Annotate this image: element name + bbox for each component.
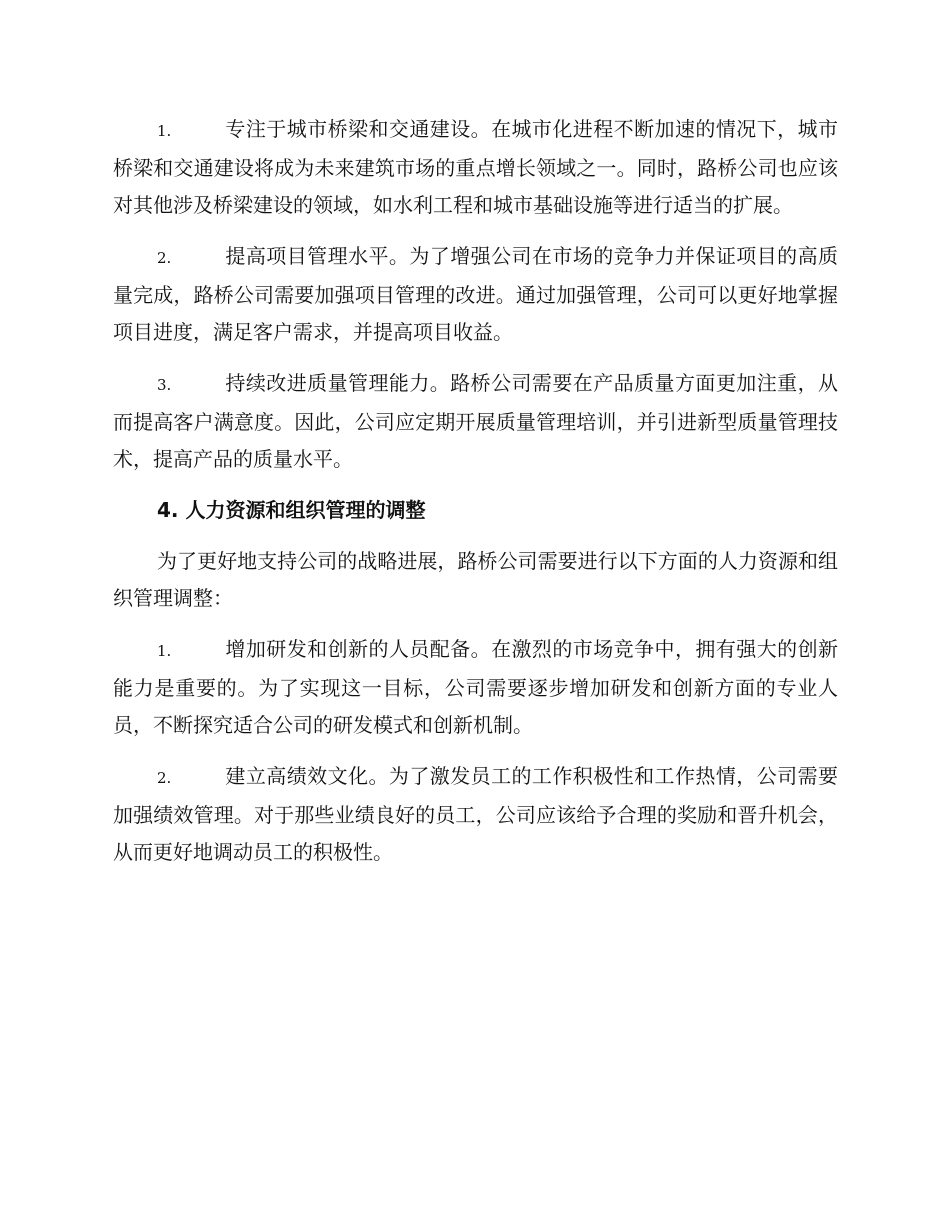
list-number: 3. bbox=[157, 376, 172, 394]
list-item-text: 提高项目管理水平。为了增强公司在市场的竞争力并保证项目的高质量完成，路桥公司需要加强项目管理的改进。通过加强管理，公司可以更好地掌握项目进度，满足客户需求，并提高项目收益。 bbox=[113, 244, 838, 344]
list-number: 1. bbox=[157, 122, 172, 140]
list-item bbox=[113, 111, 838, 224]
list-item bbox=[113, 631, 838, 744]
section-heading: 4. 人力资源和组织管理的调整 bbox=[157, 498, 426, 522]
document-body bbox=[113, 111, 838, 885]
list-item bbox=[113, 238, 838, 351]
list-item bbox=[113, 758, 838, 871]
list-item bbox=[113, 365, 838, 478]
list-number: 2. bbox=[157, 769, 172, 787]
list-number: 2. bbox=[157, 249, 172, 267]
list-item-text: 持续改进质量管理能力。路桥公司需要在产品质量方面更加注重，从而提高客户满意度。因此，公司应定期开展质量管理培训，并引进新型质量管理技术，提高产品的质量水平。 bbox=[113, 371, 838, 471]
list-number: 1. bbox=[157, 642, 172, 660]
list-item-text: 增加研发和创新的人员配备。在激烈的市场竞争中，拥有强大的创新能力是重要的。为了实现这一目标，公司需要逐步增加研发和创新方面的专业人员，不断探究适合公司的研发模式和创新机制。 bbox=[113, 637, 838, 737]
list-item-text: 专注于城市桥梁和交通建设。在城市化进程不断加速的情况下，城市桥梁和交通建设将成为未来建筑市场的重点增长领域之一。同时，路桥公司也应该对其他涉及桥梁建设的领域，如水利工程和城市基础设施等进行适当的扩展。 bbox=[113, 117, 838, 217]
intro-paragraph: 为了更好地支持公司的战略进展，路桥公司需要进行以下方面的人力资源和组织管理调整： bbox=[113, 549, 838, 610]
list-item-text: 建立高绩效文化。为了激发员工的工作积极性和工作热情，公司需要加强绩效管理。对于那些业绩良好的员工，公司应该给予合理的奖励和晋升机会，从而更好地调动员工的积极性。 bbox=[113, 764, 838, 864]
